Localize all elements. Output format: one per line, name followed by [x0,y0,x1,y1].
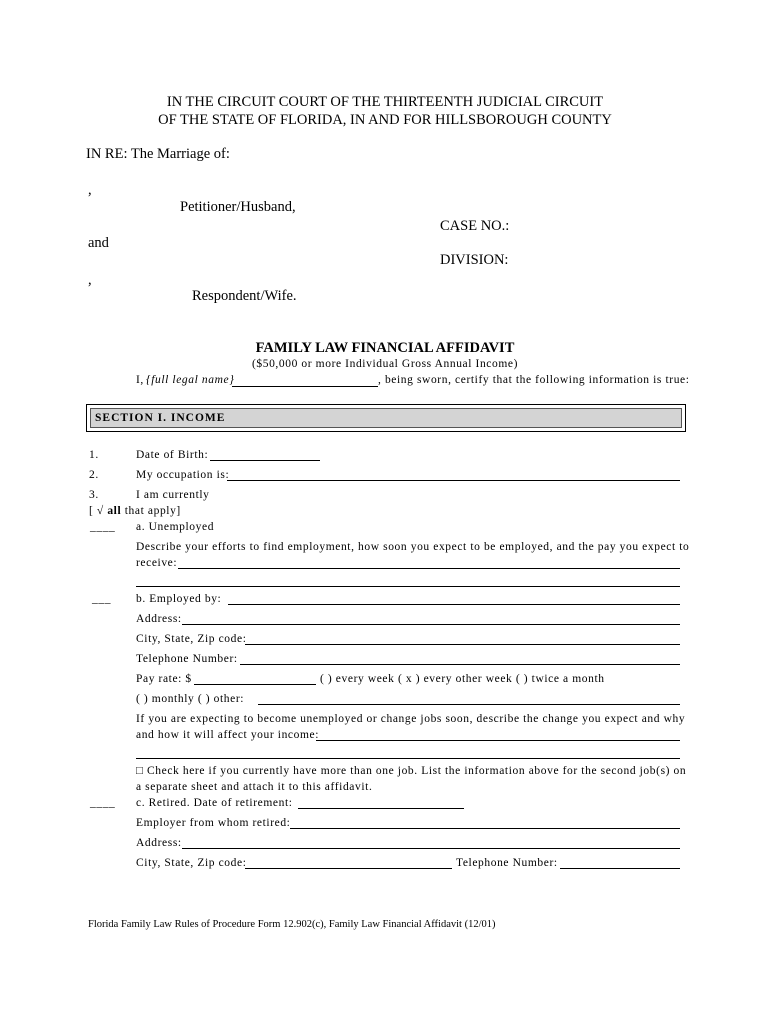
section-header [86,404,686,432]
division-label: DIVISION: [440,252,509,268]
court-header-line1: IN THE CIRCUIT COURT OF THE THIRTEENTH JUDICIAL CIRCUIT [166,94,604,110]
date-of-birth-label: Date of Birth: [136,449,209,461]
multiple-jobs-checkbox[interactable]: □ Check here if you currently have more than one job. List the information above for the second job(s) on [136,765,687,777]
form-title: FAMILY LAW FINANCIAL AFFIDAVIT [255,340,515,356]
petitioner-name-comma: , [88,182,92,198]
retired-address-field[interactable] [182,848,680,849]
section-title: SECTION I. INCOME [95,412,226,424]
form-footer: Florida Family Law Rules of Procedure Form 12.902(c), Family Law Financial Affidavit (12/01) [88,919,496,930]
job-change-field[interactable] [316,740,680,741]
check-all-label: all [107,505,122,517]
job-change-label: If you are expecting to become unemployed or change jobs soon, describe the change you expect and why [136,713,686,725]
check-instruction [89,505,181,517]
expected-pay-label: receive: [136,557,178,569]
check-bracket-open: [ [89,505,94,517]
retired-employer-field[interactable] [290,828,680,829]
date-of-birth-field[interactable] [210,460,320,461]
checkmark-icon: √ [96,505,104,517]
full-name-field[interactable] [232,386,378,387]
pay-other-field[interactable] [258,704,680,705]
item-number-1: 1. [89,449,99,461]
job-change-impact-label: and how it will affect your income: [136,729,320,741]
and-label: and [88,235,109,251]
employment-efforts-field[interactable] [178,568,680,569]
pay-rate-field[interactable] [194,684,316,685]
oath-prefix: I, [136,374,144,386]
respondent-label: Respondent/Wife. [192,288,297,304]
occupation-field[interactable] [227,480,680,481]
job-change-field-2[interactable] [136,758,680,759]
employed-checkbox-blank[interactable]: ___ [92,593,112,605]
currently-label: I am currently [136,489,210,501]
retirement-date-field[interactable] [298,808,464,809]
retired-city-field[interactable] [245,868,452,869]
unemployed-checkbox-blank[interactable]: ____ [90,521,116,533]
petitioner-label: Petitioner/Husband, [180,199,296,215]
item-number-2: 2. [89,469,99,481]
employer-address-label: Address: [136,613,182,625]
employer-address-field[interactable] [182,624,680,625]
employment-efforts-field-2[interactable] [136,586,680,587]
retired-phone-label: Telephone Number: [456,857,558,869]
check-instruction-text: that apply] [124,505,181,517]
in-re-label: IN RE: The Marriage of: [86,146,230,162]
retired-city-label: City, State, Zip code: [136,857,247,869]
occupation-label: My occupation is: [136,469,230,481]
retired-label: c. Retired. Date of retirement: [136,797,293,809]
retired-employer-label: Employer from whom retired: [136,817,291,829]
employer-city-label: City, State, Zip code: [136,633,247,645]
case-number-label: CASE NO.: [440,218,510,234]
retired-checkbox-blank[interactable]: ____ [90,797,116,809]
employed-by-label: b. Employed by: [136,593,222,605]
respondent-name-comma: , [88,272,92,288]
employment-efforts-label: Describe your efforts to find employment, how soon you expect to be employed, and the pay you expect to [136,541,690,553]
employer-field[interactable] [228,604,680,605]
unemployed-label: a. Unemployed [136,521,215,533]
retired-phone-field[interactable] [560,868,680,869]
pay-frequency-options-2[interactable]: ( ) monthly ( ) other: [136,693,245,705]
employer-phone-label: Telephone Number: [136,653,238,665]
item-number-3: 3. [89,489,99,501]
pay-rate-label: Pay rate: $ [136,673,192,685]
pay-frequency-options[interactable]: ( ) every week ( x ) every other week ( ) twice a month [320,673,605,685]
retired-address-label: Address: [136,837,182,849]
multiple-jobs-note: a separate sheet and attach it to this affidavit. [136,781,373,793]
employer-city-field[interactable] [245,644,680,645]
oath-statement: , being sworn, certify that the following information is true: [378,374,690,386]
employer-phone-field[interactable] [240,664,680,665]
oath-name-placeholder: {full legal name} [146,374,235,386]
form-subtitle: ($50,000 or more Individual Gross Annual Income) [251,358,519,370]
court-header-line2: OF THE STATE OF FLORIDA, IN AND FOR HILLSBOROUGH COUNTY [158,112,612,128]
